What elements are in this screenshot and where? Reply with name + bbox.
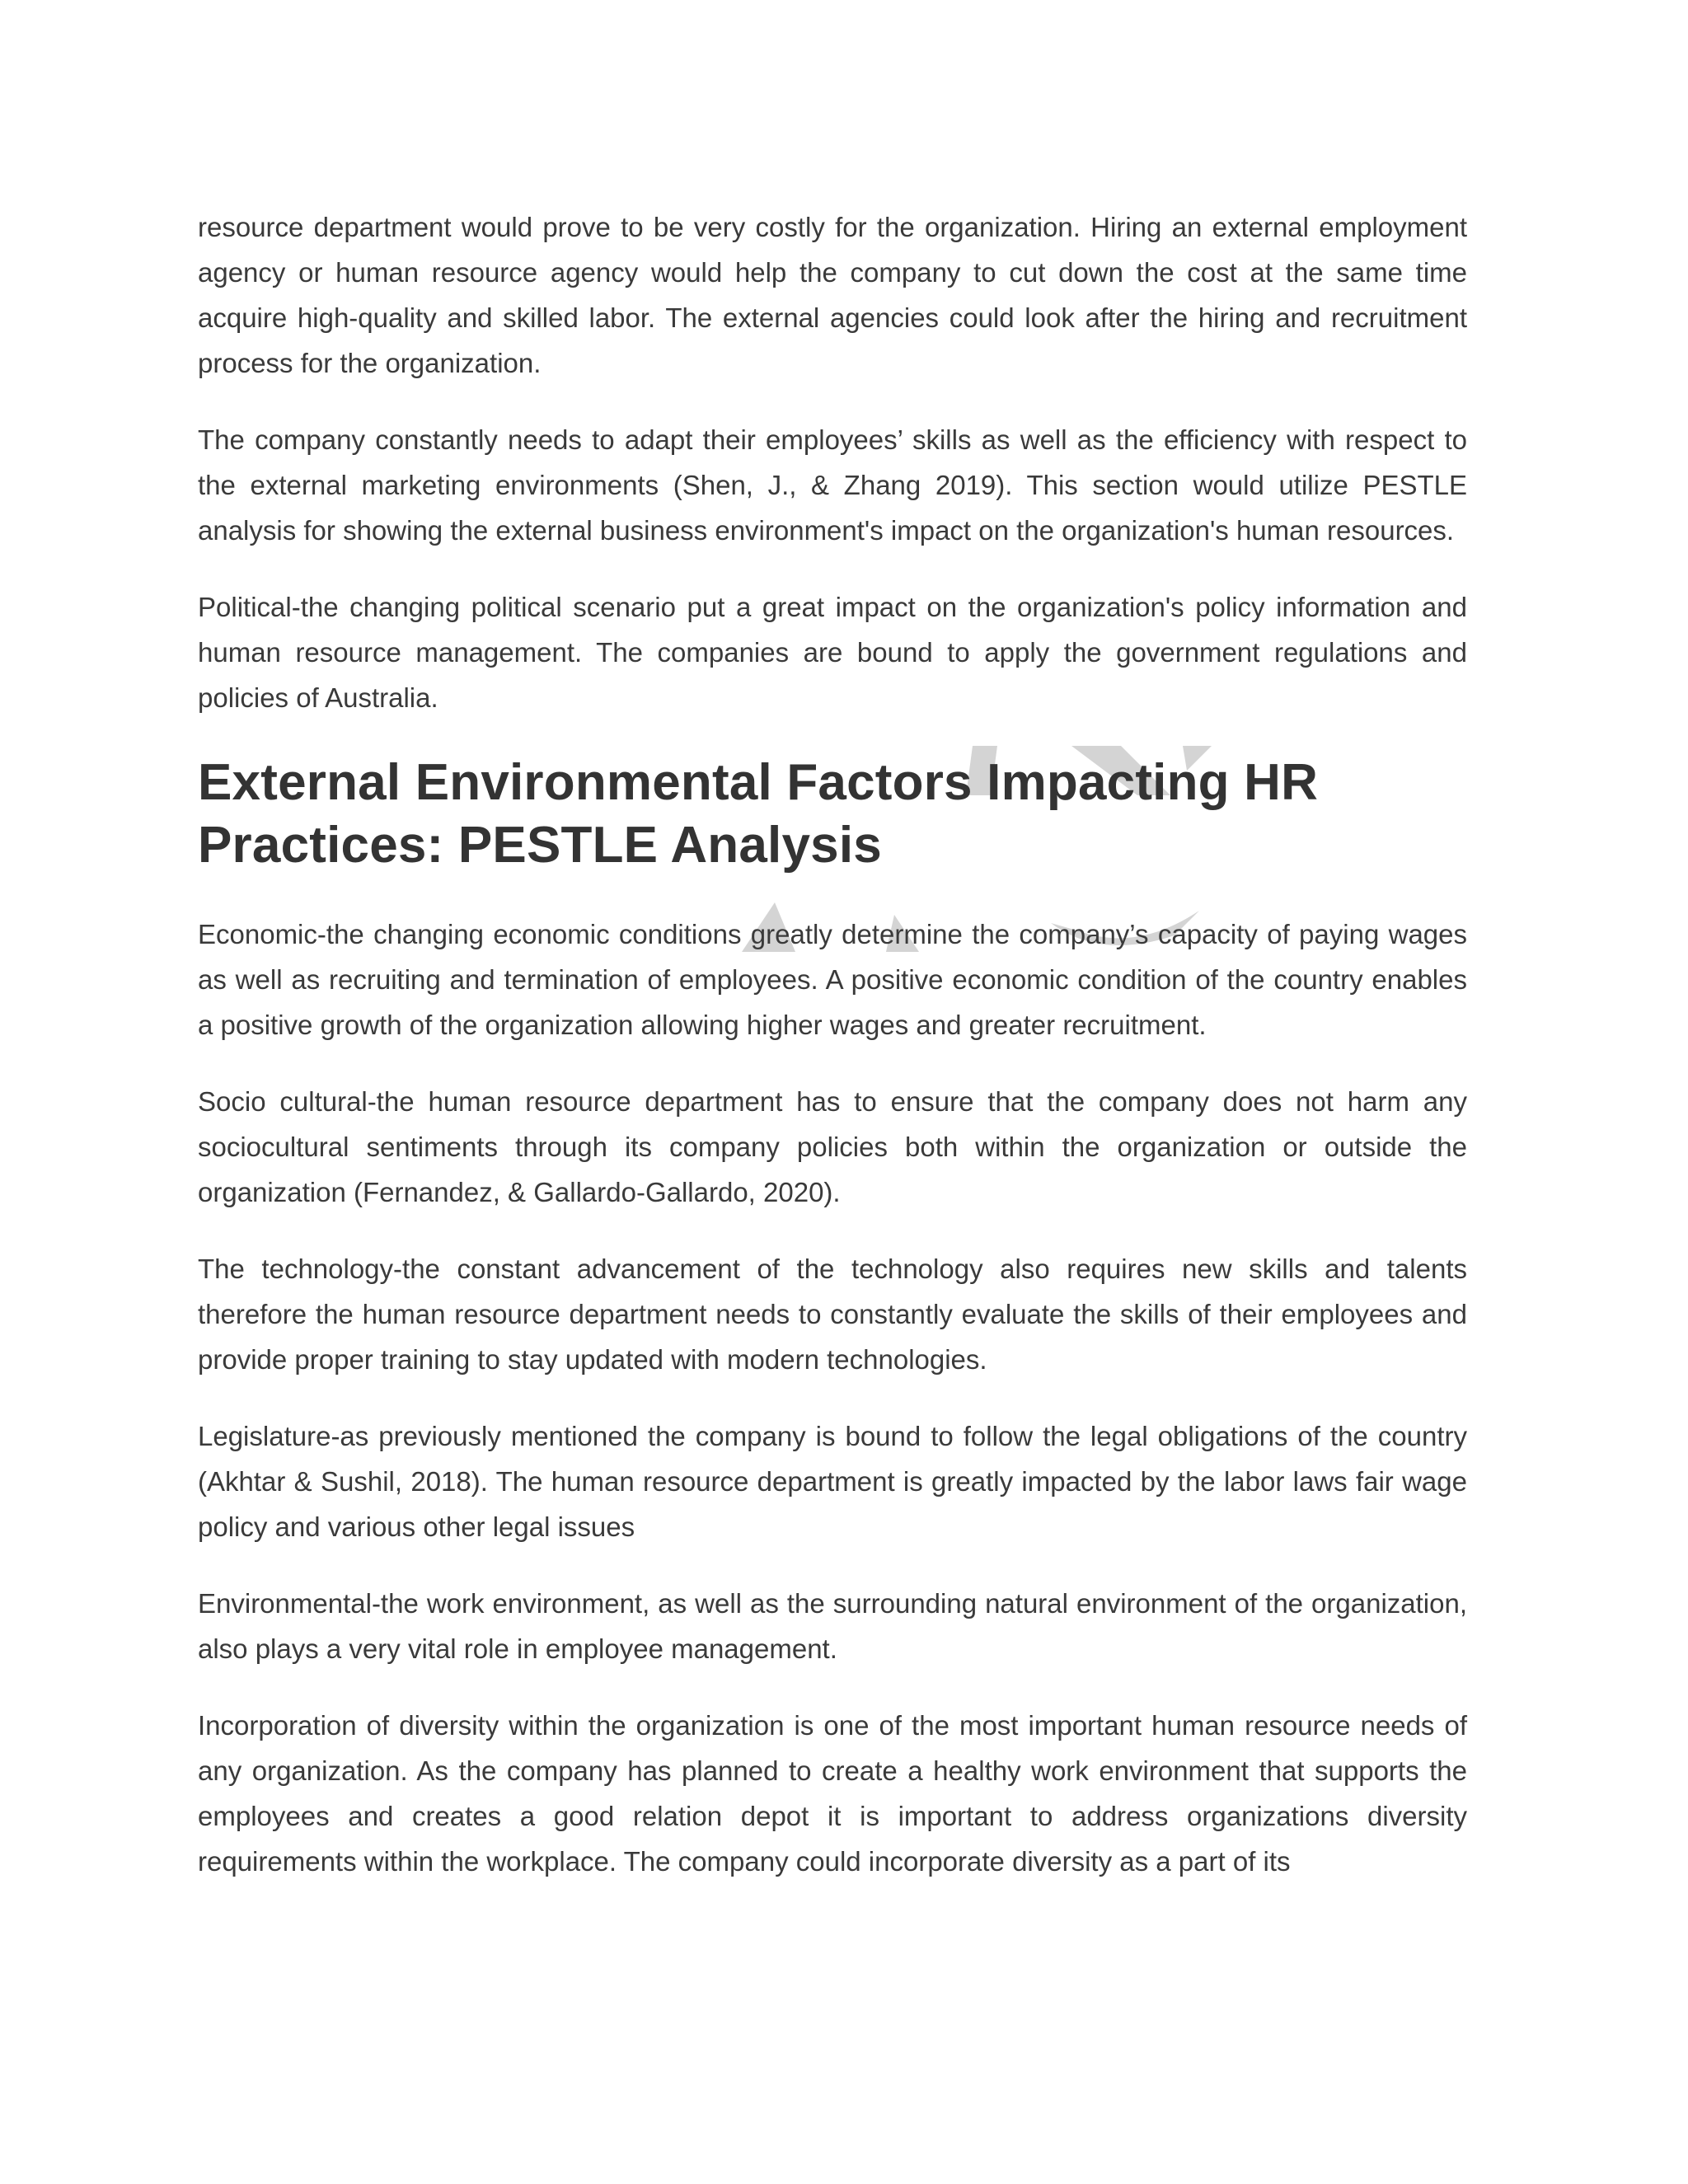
paragraph-legislature: Legislature-as previously mentioned the company is bound to follow the legal obligations of the country (Akhtar & Sushil, 2018). The human resource department is greatly impacted by the labor laws fair wage policy and various other legal issues [198,1421,1467,1542]
paragraph-socio-cultural: Socio cultural-the human resource department has to ensure that the company does not harm any sociocultural sentiments through its company policies both within the organization or outside the organization (Fernandez, & Gallardo-Gallardo, 2020). [198,1086,1467,1207]
section-heading: External Environmental Factors Impacting HR Practices: PESTLE Analysis [198,754,1319,874]
paragraph-environmental: Environmental-the work environment, as well as the surrounding natural environment of the organization, also plays a very vital role in employee management. [198,1588,1467,1664]
document-page [198,204,1467,1915]
paragraph-technology: The technology-the constant advancement of the technology also requires new skills and talents therefore the human resource department needs to constantly evaluate the skills of their employees and provide proper training to stay updated with modern technologies. [198,1254,1467,1375]
paragraph-political: Political-the changing political scenario put a great impact on the organization's policy information and human resource management. The companies are bound to apply the government regulations and policies of Australia. [198,592,1467,713]
paragraph-economic: Economic-the changing economic conditions greatly determine the company’s capacity of paying wages as well as recruiting and termination of employees. A positive economic condition of the country enables a positive growth of the organization allowing higher wages and greater recruitment. [198,919,1467,1040]
paragraph-adapt-skills: The company constantly needs to adapt their employees’ skills as well as the efficiency with respect to the external marketing environments (Shen, J., & Zhang 2019). This section would utilize PESTLE analysis for showing the external business environment's impact on the organization's human resources. [198,424,1467,546]
paragraph-hiring-agency: resource department would prove to be very costly for the organization. Hiring an external employment agency or human resource agency would help the company to cut down the cost at the same time acquire high-quality and skilled labor. The external agencies could look after the hiring and recruitment process for the organization. [198,212,1467,378]
paragraph-diversity: Incorporation of diversity within the organization is one of the most important human resource needs of any organization. As the company has planned to create a healthy work environment that supports the employees and creates a good relation depot it is important to address organizations diversity requirements within the workplace. The company could incorporate diversity as a part of its [198,1710,1467,1877]
